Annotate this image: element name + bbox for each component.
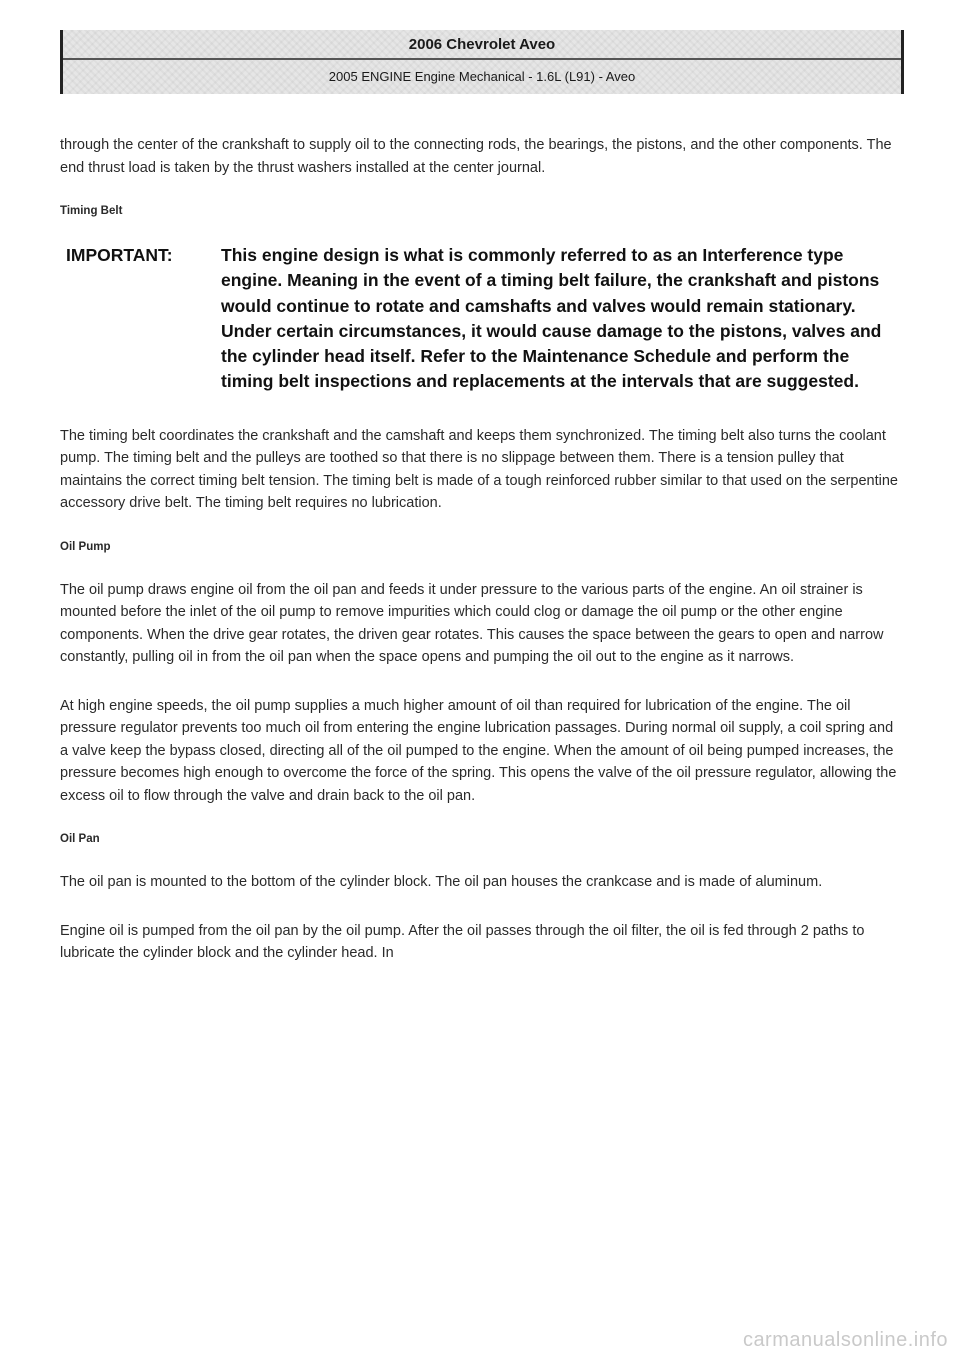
important-note bbox=[60, 243, 900, 395]
document-title: 2006 Chevrolet Aveo bbox=[63, 30, 901, 60]
timing-belt-paragraph: The timing belt coordinates the crankshaft and the camshaft and keeps them synchronized. The timing belt also turns the coolant pump. The timing belt and the pulleys are toothed so that there is no slippage between them. There is a tension pulley that maintains the correct timing belt tension. The timing belt is made of a tough reinforced rubber similar to that used on the serpentine accessory drive belt. The timing belt requires no lubrication. bbox=[60, 427, 898, 512]
document-body bbox=[60, 134, 900, 991]
oil-pump-paragraph-1: The oil pump draws engine oil from the oil pan and feeds it under pressure to the various parts of the engine. An oil strainer is mounted before the inlet of the oil pump to remove impurities which could clog or damage the oil pump or the other engine components. When the drive gear rotates, the driven gear rotates. This causes the space between the gears to open and narrow constantly, pulling oil in from the oil pan when the space opens and pumping the oil out to the engine as it narrows. bbox=[60, 581, 884, 666]
oil-pan-paragraph-1: The oil pan is mounted to the bottom of the cylinder block. The oil pan houses the crankcase and is made of aluminum. bbox=[60, 874, 823, 891]
intro-paragraph: through the center of the crankshaft to supply oil to the connecting rods, the bearings, the pistons, and the other components. The end thrust load is taken by the thrust washers installed at the center journal. bbox=[60, 137, 892, 176]
document-subtitle: 2005 ENGINE Engine Mechanical - 1.6L (L91) - Aveo bbox=[328, 68, 636, 84]
oil-pump-heading: Oil Pump bbox=[60, 540, 111, 553]
oil-pan-heading: Oil Pan bbox=[60, 833, 100, 846]
oil-pan-paragraph-2: Engine oil is pumped from the oil pan by the oil pump. After the oil passes through the oil filter, the oil is fed through 2 paths to lubricate the cylinder block and the cylinder head. In bbox=[60, 922, 865, 962]
oil-pump-paragraph-2: At high engine speeds, the oil pump supplies a much higher amount of oil than required for lubrication of the engine. The oil pressure regulator prevents too much oil from entering the engine lubrication passages. During normal oil supply, a coil spring and a valve keep the bypass closed, directing all of the oil pumped to the engine. When the amount of oil being pumped increases, the pressure becomes high enough to overcome the force of the spring. This opens the valve of the oil pressure regulator, allowing the excess oil to flow through the valve and drain back to the oil pan. bbox=[60, 697, 897, 804]
timing-belt-heading: Timing Belt bbox=[60, 205, 123, 217]
watermark: carmanualsonline.info bbox=[742, 1329, 948, 1351]
document-header bbox=[60, 30, 904, 94]
important-label: IMPORTANT: bbox=[66, 245, 173, 265]
important-text: This engine design is what is commonly referred to as an Interference type engine. Meaning in the event of a timing belt failure, the crankshaft and pistons would continue to rotate and camshafts and valves would remain stationary. Under certain circumstances, it would cause damage to the pistons, valves and the cylinder head itself. Refer to the Maintenance Schedule and perform the timing belt inspections and replacements at the intervals that are suggested. bbox=[221, 245, 882, 392]
